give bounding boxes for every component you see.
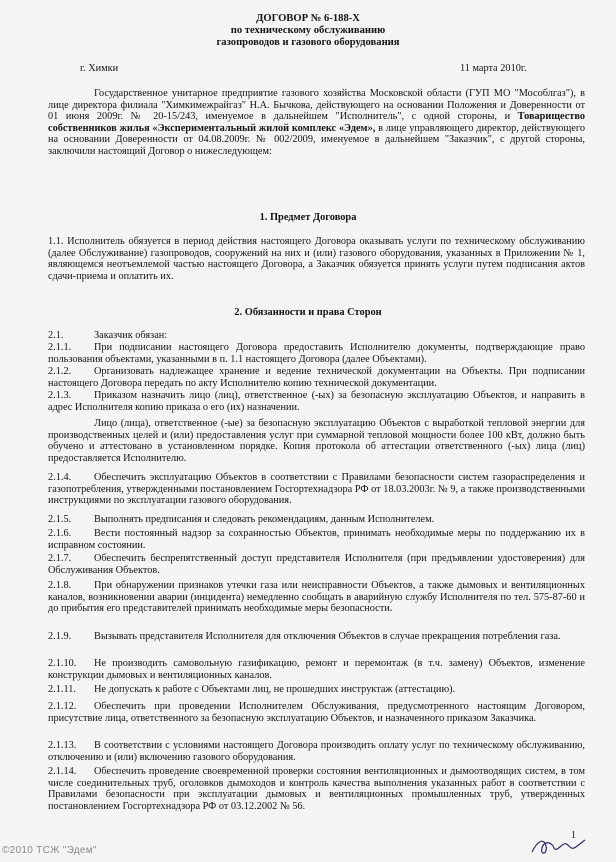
list-item: 2.1.13. В соответствии с условиями настоящего Договора производить оплату услуг по техническому обслуживанию, отключению и (или) включению газового оборудования.	[48, 740, 585, 763]
list-item: 2.1.5. Выполнять предписания и следовать рекомендациям, данным Исполнителем.	[48, 514, 435, 525]
list-item: 2.1.2. Организовать надлежащее хранение и ведение технической документации на Объекты. При подписании настоящего Договора передать по акту Исполнителю копию технической документации.	[48, 366, 585, 389]
list-item: 2.1.3. Приказом назначить лицо (лиц), ответственное (-ых) за безопасную эксплуатацию Объектов, и направить в адрес Исполнителя копию приказа о его (их) назначении.	[48, 390, 585, 413]
contract-date: 11 марта 2010г.	[460, 63, 527, 74]
contract-subtitle-2: газопроводов и газового оборудования	[216, 37, 400, 48]
list-item: 2.1.11. Не допускать к работе с Объектами лиц, не прошедших инструктаж (аттестацию).	[48, 684, 456, 695]
signature-icon	[528, 832, 588, 860]
preamble-party: Товарищество собственников жилья «Экспериментальный жилой комплекс «Эдем»,	[48, 111, 585, 134]
list-item: 2.1.6. Вести постоянный надзор за сохранностью Объектов, принимать необходимые меры по поддержанию их в исправном состоянии.	[48, 528, 585, 551]
list-item: 2.1.14. Обеспечить проведение своевременной проверки состояния вентиляционных и дымоотводящих систем, в том числе соединительных труб, оголовков дымоходов и контроль качества выполнения указанных работ в соответствии с Правилами безопасности при эксплуатации дымовых и вентиляционных промышленных труб, утвержденных постановлением Госгортехнадзора РФ от 03.12.2002 № 56.	[48, 766, 585, 812]
contract-subtitle-1: по техническому обслуживанию	[230, 25, 386, 36]
watermark: ©2010 ТСЖ "Эдем"	[2, 845, 97, 856]
section-2-title: 2. Обязанности и права Сторон	[234, 307, 382, 318]
contract-title: ДОГОВОР № 6-188-Х	[256, 13, 360, 24]
preamble-part2: в лице управляющего директор, действующего на основании Доверенности от 04.08.2009г. № 002/2009, именуемое в дальнейшем "Заказчик", с другой стороны, заключили настоящий Договор о нижеследующем:	[48, 122, 585, 157]
list-item: Лицо (лица), ответственное (-ые) за безопасную эксплуатацию Объектов с выработкой тепловой энергии для производственных целей и (или) предоставления услуг при суммарной тепловой мощности более 100 кВт, должно быть обучено и аттестовано в установленном порядке. Копия протокола об аттестации ответственного (-ых) лица (лиц) предоставляется Исполнителю.	[48, 418, 585, 464]
list-item: 2.1.1. При подписании настоящего Договора предоставить Исполнителю документы, подтверждающие право пользования объектами, указанными в п. 1.1 настоящего Договора (далее Объектами).	[48, 342, 585, 365]
preamble	[48, 88, 585, 158]
list-item: 2.1.12. Обеспечить при проведении Исполнителем Обслуживания, предусмотренного настоящим Договором, присутствие лица, ответственного за безопасную эксплуатацию Объектов, и назначенного приказом Заказчика.	[48, 701, 585, 724]
list-item: 2.1.4. Обеспечить эксплуатацию Объектов в соответствии с Правилами безопасности систем газораспределения и газопотребления, утвержденными постановлением Госгортехнадзора РФ от 18.03.2003г. № 9, а также производственными инструкциями по эксплуатации газового оборудования.	[48, 472, 585, 507]
list-item: 2.1. Заказчик обязан:	[48, 330, 168, 341]
list-item: 2.1.10. Не производить самовольную газификацию, ремонт и перемонтаж (в т.ч. замену) Объектов, изменение конструкции дымовых и вентиляционных каналов.	[48, 658, 585, 681]
section-1-item: 1.1. Исполнитель обязуется в период действия настоящего Договора оказывать услуги по техническому обслуживанию (далее Обслуживание) газопроводов, сооружений на них и (или) газового оборудования, указанных в Приложении № 1, являющемся неотъемлемой частью настоящего Договора, а Заказчик обязуется принять услуги путем подписания актов сдачи-приема и оплатить их.	[48, 236, 585, 282]
page-number: 1	[571, 830, 576, 841]
section-1-title: 1. Предмет Договора	[259, 212, 357, 223]
list-item: 2.1.7. Обеспечить беспрепятственный доступ представителя Исполнителя (при предъявлении удостоверения) для Обслуживания Объектов.	[48, 553, 585, 576]
place: г. Химки	[80, 63, 119, 74]
list-item: 2.1.8. При обнаружении признаков утечки газа или неисправности Объектов, а также дымовых и вентиляционных каналов, возникновении аварии (инцидента) немедленно сообщать в аварийную службу Исполнителя по тел. 575-87-60 и до прибытия его представителей принимать необходимые меры безопасности.	[48, 580, 585, 615]
preamble-part1: Государственное унитарное предприятие газового хозяйства Московской области (ГУП МО "Мособлгаз"), в лице директора филиала "Химкимежрайгаз" Н.А. Бычкова, действующего на основании Положения и Доверенности от 01 июня 2009г. № 20-15/243, именуемое в дальнейшем "Исполнитель", с одной стороны, и	[48, 88, 585, 123]
list-item: 2.1.9. Вызывать представителя Исполнителя для отключения Объектов в случае прекращения потребления газа.	[48, 631, 561, 642]
